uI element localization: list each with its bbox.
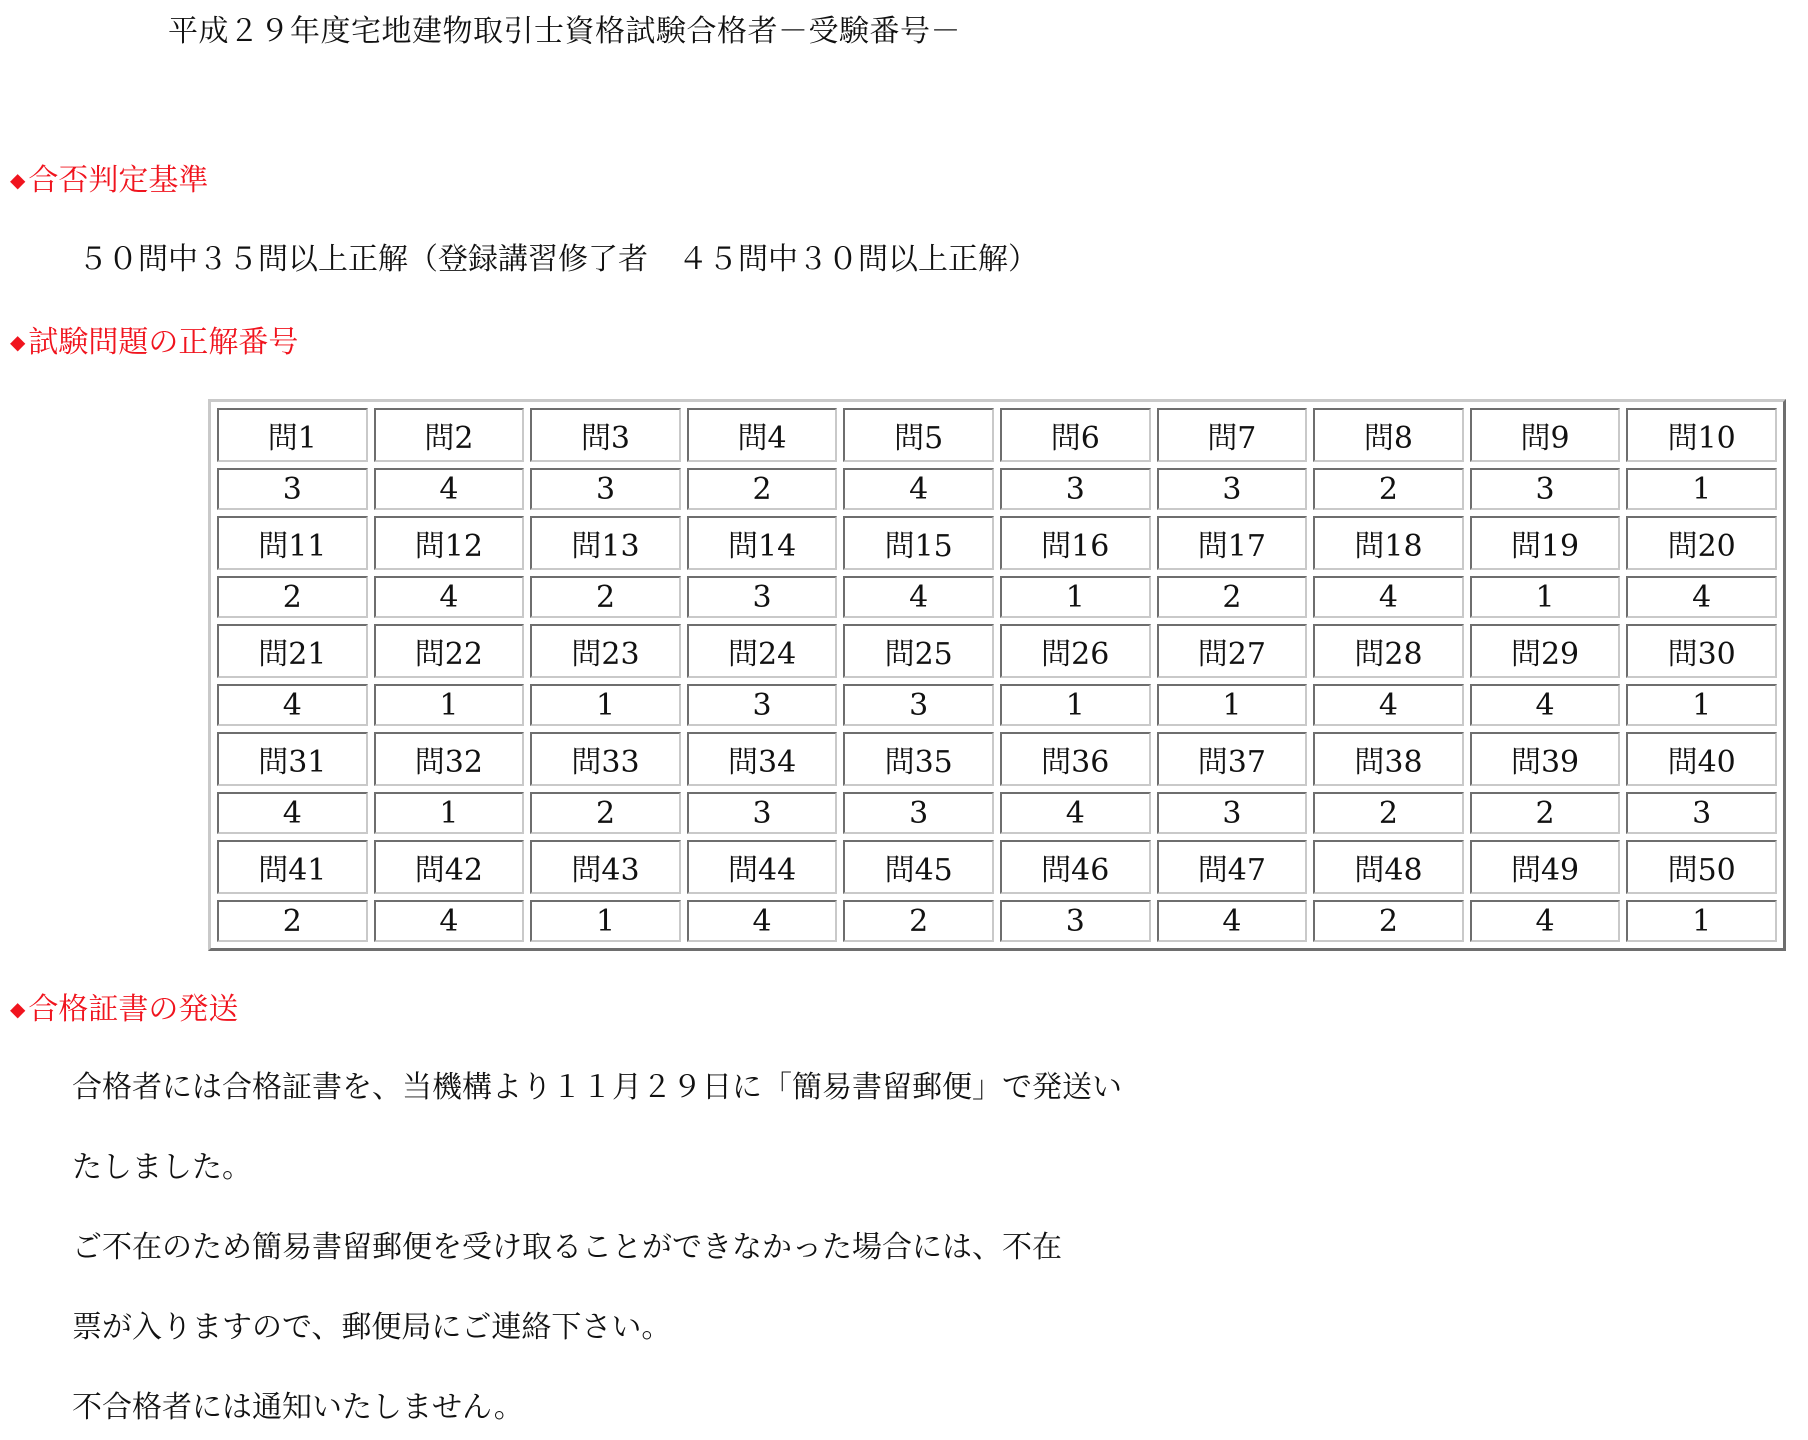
page-title: 平成２９年度宅地建物取引士資格試験合格者－受験番号－: [168, 14, 961, 49]
certificate-text-line: 不合格者には通知いたしません。: [72, 1390, 524, 1425]
answers-heading: [10, 320, 298, 365]
answer-cell: 1: [1626, 900, 1777, 942]
answer-cell: 4: [374, 468, 525, 510]
answer-cell: 2: [530, 792, 681, 834]
answer-cell: 2: [1313, 900, 1464, 942]
question-cell: 問17: [1157, 516, 1308, 570]
answer-cell: 3: [687, 792, 838, 834]
answer-row: [217, 792, 1777, 834]
answer-cell: 4: [217, 792, 368, 834]
question-cell: 問18: [1313, 516, 1464, 570]
question-row: [217, 408, 1777, 462]
answer-cell: 1: [374, 684, 525, 726]
question-cell: 問30: [1626, 624, 1777, 678]
question-cell: 問22: [374, 624, 525, 678]
answer-table: [208, 399, 1786, 951]
question-cell: 問23: [530, 624, 681, 678]
question-cell: 問3: [530, 408, 681, 462]
question-cell: 問6: [1000, 408, 1151, 462]
answer-cell: 4: [1470, 684, 1621, 726]
question-cell: 問36: [1000, 732, 1151, 786]
answer-cell: 4: [217, 684, 368, 726]
question-cell: 問45: [843, 840, 994, 894]
certificate-heading-label: 合格証書の発送: [28, 992, 239, 1027]
answer-cell: 4: [687, 900, 838, 942]
answer-cell: 3: [687, 684, 838, 726]
answer-cell: 4: [1157, 900, 1308, 942]
question-cell: 問12: [374, 516, 525, 570]
certificate-text-line: 票が入りますので、郵便局にご連絡下さい。: [72, 1310, 672, 1345]
answer-cell: 2: [687, 468, 838, 510]
question-cell: 問43: [530, 840, 681, 894]
question-row: [217, 516, 1777, 570]
question-cell: 問19: [1470, 516, 1621, 570]
question-cell: 問46: [1000, 840, 1151, 894]
question-cell: 問25: [843, 624, 994, 678]
answer-cell: 4: [374, 576, 525, 618]
question-cell: 問35: [843, 732, 994, 786]
answer-cell: 4: [843, 576, 994, 618]
diamond-bullet-icon: ◆: [10, 330, 26, 354]
answer-cell: 2: [217, 900, 368, 942]
answer-cell: 3: [1626, 792, 1777, 834]
answer-cell: 2: [843, 900, 994, 942]
question-cell: 問20: [1626, 516, 1777, 570]
answer-cell: 3: [1470, 468, 1621, 510]
answer-cell: 4: [1313, 576, 1464, 618]
answer-cell: 1: [1626, 684, 1777, 726]
question-cell: 問42: [374, 840, 525, 894]
answer-cell: 2: [1313, 792, 1464, 834]
diamond-bullet-icon: ◆: [10, 997, 26, 1021]
answer-cell: 2: [1157, 576, 1308, 618]
answer-table-body: [217, 408, 1777, 942]
question-cell: 問11: [217, 516, 368, 570]
answer-cell: 2: [1313, 468, 1464, 510]
answer-cell: 3: [217, 468, 368, 510]
criteria-heading: [10, 158, 208, 203]
answer-cell: 3: [843, 792, 994, 834]
question-cell: 問7: [1157, 408, 1308, 462]
question-row: [217, 840, 1777, 894]
answer-cell: 1: [374, 792, 525, 834]
question-cell: 問29: [1470, 624, 1621, 678]
question-cell: 問34: [687, 732, 838, 786]
diamond-bullet-icon: ◆: [10, 168, 26, 192]
answer-cell: 1: [1000, 576, 1151, 618]
question-cell: 問27: [1157, 624, 1308, 678]
question-cell: 問40: [1626, 732, 1777, 786]
certificate-text-line: ご不在のため簡易書留郵便を受け取ることができなかった場合には、不在: [72, 1230, 1062, 1265]
question-cell: 問15: [843, 516, 994, 570]
question-cell: 問41: [217, 840, 368, 894]
question-cell: 問21: [217, 624, 368, 678]
answer-cell: 3: [1157, 468, 1308, 510]
answer-cell: 3: [1000, 900, 1151, 942]
answer-cell: 2: [530, 576, 681, 618]
question-cell: 問44: [687, 840, 838, 894]
question-cell: 問10: [1626, 408, 1777, 462]
question-cell: 問24: [687, 624, 838, 678]
question-cell: 問39: [1470, 732, 1621, 786]
question-cell: 問50: [1626, 840, 1777, 894]
question-cell: 問26: [1000, 624, 1151, 678]
question-cell: 問32: [374, 732, 525, 786]
answer-cell: 1: [1000, 684, 1151, 726]
answers-heading-label: 試験問題の正解番号: [28, 325, 299, 360]
answer-cell: 1: [1626, 468, 1777, 510]
answer-cell: 2: [1470, 792, 1621, 834]
answer-cell: 2: [217, 576, 368, 618]
certificate-text-line: 合格者には合格証書を、当機構より１１月２９日に「簡易書留郵便」で発送い: [72, 1070, 1122, 1105]
answer-cell: 1: [1157, 684, 1308, 726]
question-cell: 問8: [1313, 408, 1464, 462]
answer-cell: 4: [374, 900, 525, 942]
answer-cell: 4: [1000, 792, 1151, 834]
answer-cell: 4: [1313, 684, 1464, 726]
answer-cell: 4: [1470, 900, 1621, 942]
answer-row: [217, 576, 1777, 618]
certificate-heading: [10, 987, 238, 1032]
answer-row: [217, 684, 1777, 726]
question-cell: 問31: [217, 732, 368, 786]
answer-cell: 3: [530, 468, 681, 510]
answer-cell: 4: [843, 468, 994, 510]
question-cell: 問28: [1313, 624, 1464, 678]
answer-cell: 3: [687, 576, 838, 618]
question-cell: 問5: [843, 408, 994, 462]
question-cell: 問47: [1157, 840, 1308, 894]
answer-row: [217, 468, 1777, 510]
question-cell: 問2: [374, 408, 525, 462]
question-cell: 問48: [1313, 840, 1464, 894]
criteria-text: ５０問中３５問以上正解（登録講習修了者 ４５問中３０問以上正解）: [78, 242, 1038, 277]
answer-cell: 1: [530, 684, 681, 726]
question-cell: 問13: [530, 516, 681, 570]
certificate-text-line: たしました。: [72, 1150, 252, 1185]
criteria-heading-label: 合否判定基準: [28, 163, 209, 198]
question-cell: 問1: [217, 408, 368, 462]
question-row: [217, 732, 1777, 786]
answer-cell: 4: [1626, 576, 1777, 618]
question-cell: 問49: [1470, 840, 1621, 894]
answer-cell: 3: [1157, 792, 1308, 834]
question-cell: 問38: [1313, 732, 1464, 786]
question-row: [217, 624, 1777, 678]
answer-cell: 3: [1000, 468, 1151, 510]
answer-cell: 1: [1470, 576, 1621, 618]
question-cell: 問9: [1470, 408, 1621, 462]
question-cell: 問33: [530, 732, 681, 786]
answer-row: [217, 900, 1777, 942]
question-cell: 問4: [687, 408, 838, 462]
question-cell: 問37: [1157, 732, 1308, 786]
answer-cell: 3: [843, 684, 994, 726]
question-cell: 問14: [687, 516, 838, 570]
answer-cell: 1: [530, 900, 681, 942]
question-cell: 問16: [1000, 516, 1151, 570]
